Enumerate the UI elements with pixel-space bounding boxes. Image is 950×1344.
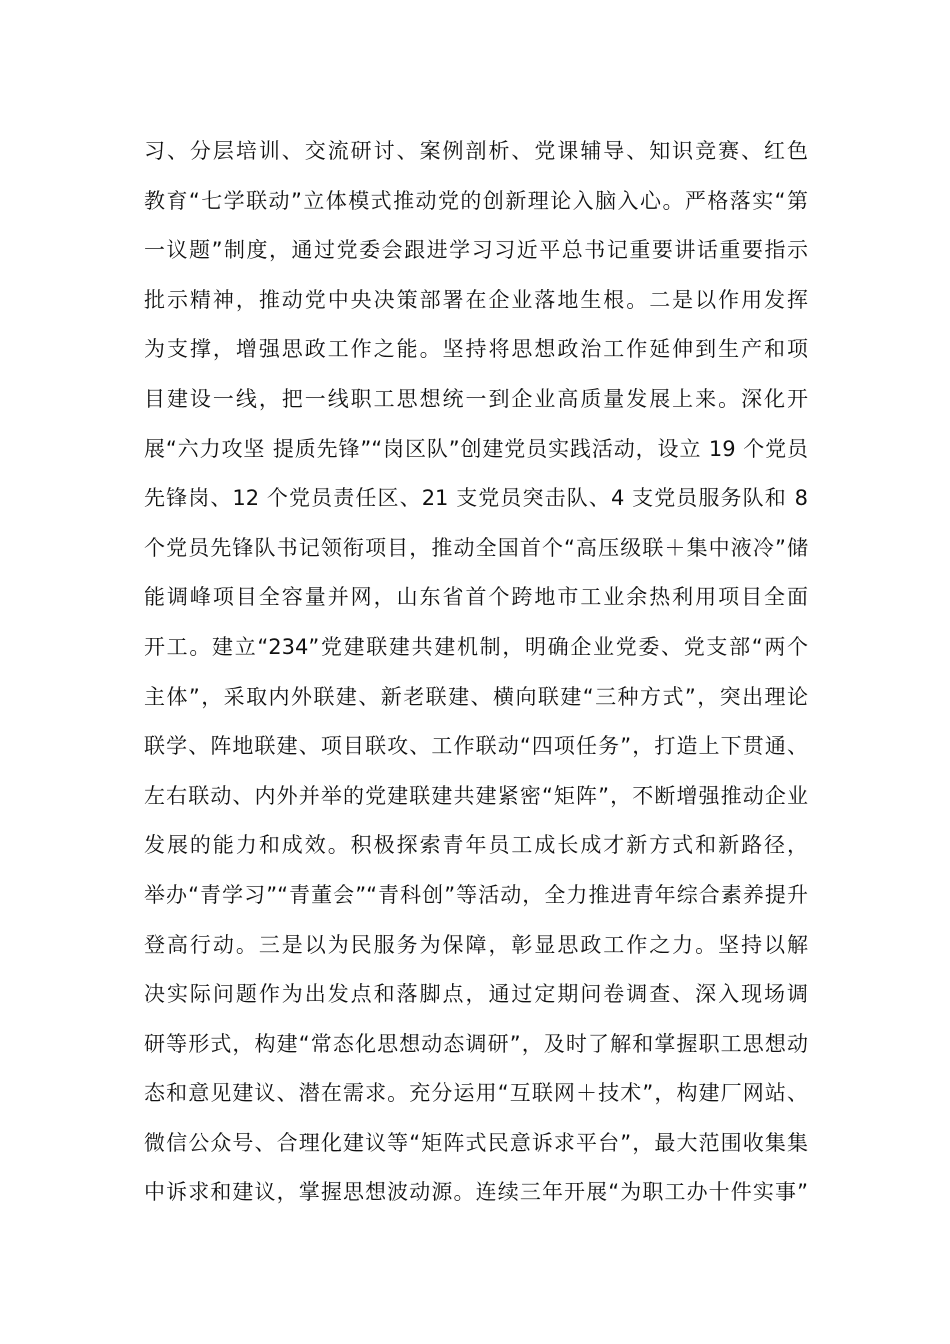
text-line: 左右联动、内外并举的党建联建共建紧密“矩阵”，不断增强推动企业 <box>144 783 808 808</box>
text-line: 研等形式，构建“常态化思想动态调研”，及时了解和掌握职工思想动 <box>144 1031 808 1056</box>
text-line: 先锋岗、12 个党员责任区、21 支党员突击队、4 支党员服务队和 8 <box>144 486 808 511</box>
text-line: 中诉求和建议，掌握思想波动源。连续三年开展“为职工办十件实事” <box>144 1180 808 1205</box>
text-line: 习、分层培训、交流研讨、案例剖析、党课辅导、知识竞赛、红色 <box>144 139 808 163</box>
text-line: 展“六力攻坚 提质先锋”“岗区队”创建党员实践活动，设立 19 个党员 <box>144 436 808 461</box>
body-paragraph <box>144 130 808 1221</box>
text-line: 登高行动。三是以为民服务为保障，彰显思政工作之力。坚持以解 <box>144 932 808 957</box>
text-line: 主体”，采取内外联建、新老联建、横向联建“三种方式”，突出理论 <box>144 684 808 709</box>
text-line: 个党员先锋队书记领衔项目，推动全国首个“高压级联＋集中液冷”储 <box>144 535 808 560</box>
text-line: 联学、阵地联建、项目联攻、工作联动“四项任务”，打造上下贯通、 <box>144 734 808 759</box>
text-line: 为支撑，增强思政工作之能。坚持将思想政治工作延伸到生产和项 <box>144 337 808 362</box>
text-line: 举办“青学习”“青董会”“青科创”等活动，全力推进青年综合素养提升 <box>144 882 808 907</box>
text-line: 发展的能力和成效。积极探索青年员工成长成才新方式和新路径， <box>144 833 808 858</box>
text-line: 决实际问题作为出发点和落脚点，通过定期问卷调查、深入现场调 <box>144 982 808 1007</box>
text-line: 态和意见建议、潜在需求。充分运用“互联网＋技术”，构建厂网站、 <box>144 1081 808 1106</box>
text-line: 目建设一线，把一线职工思想统一到企业高质量发展上来。深化开 <box>144 386 808 411</box>
text-line: 教育“七学联动”立体模式推动党的创新理论入脑入心。严格落实“第 <box>144 188 808 213</box>
text-line: 开工。建立“234”党建联建共建机制，明确企业党委、党支部“两个 <box>144 634 808 659</box>
text-line: 批示精神，推动党中央决策部署在企业落地生根。二是以作用发挥 <box>144 287 808 312</box>
text-line: 一议题”制度，通过党委会跟进学习习近平总书记重要讲话重要指示 <box>144 238 808 263</box>
text-line: 微信公众号、合理化建议等“矩阵式民意诉求平台”，最大范围收集集 <box>144 1130 808 1155</box>
text-line: 能调峰项目全容量并网，山东省首个跨地市工业余热利用项目全面 <box>144 585 808 610</box>
